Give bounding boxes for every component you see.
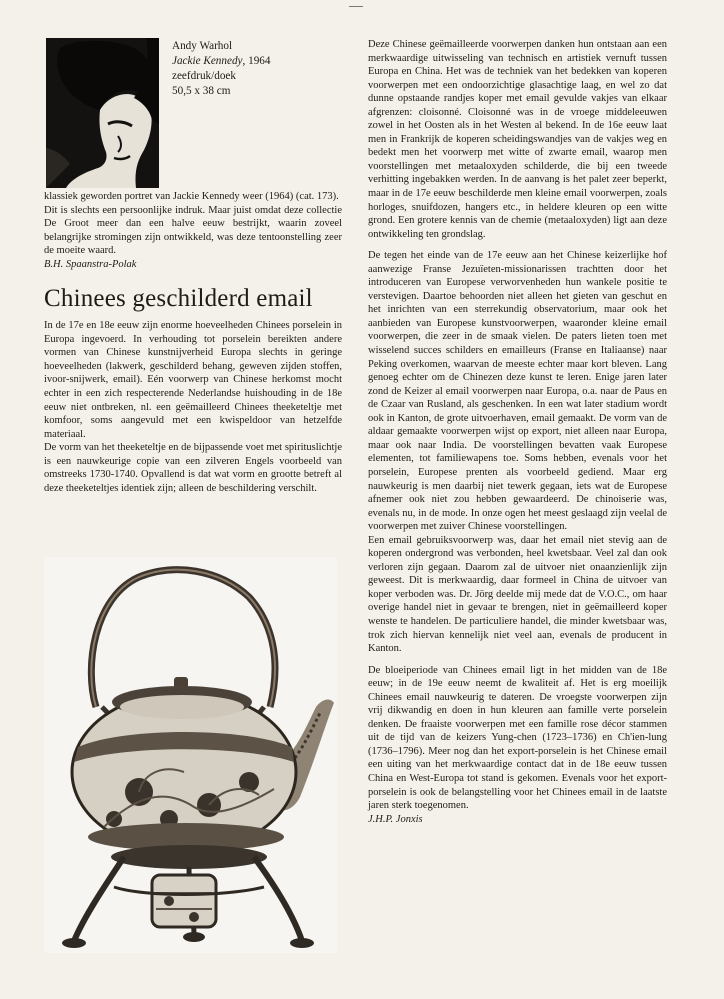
article-paragraph-1: In de 17e en 18e eeuw zijn enorme hoeveelheden Chinees porselein in Europa ingevoerd. In verhouding tot porselein bereikten andere vormen van Chinese kunstnijverheid Europa slechts in geringe hoeveelheden (lakwerk, geschilderd behang, geweven zijden stoffen, ivoor-snijwerk, email). Eén voorwerp van Chinese herkomst mocht echter in een zich respecterende Nederlandse huishouding in de 18e eeuw niet ontbreken, nl. een geëmailleerd Chinees theeketeltje met komfoor, soms aangevuld met een kwispeldoor van hetzelfde materiaal. [44,320,342,440]
caption-year: , 1964 [242,55,271,67]
author-signature-1: B.H. Spaanstra-Polak [44,258,137,270]
article-paragraph-2: De vorm van het theeketeltje en de bijpassende voet met spirituslichtje is een nauwkeurige copie van een zilveren Engels voorbeeld van omstreeks 1730-1740. Opvallend is dat wat vorm en grootte betreft al deze theeketeltjes identiek zijn; alleen de beschildering verschilt. [44,442,342,494]
page-mark [349,6,363,7]
artwork-caption [172,39,270,99]
intro-paragraph-2: Dit is slechts een persoonlijke indruk. Maar juist omdat deze collectie De Groot meer dan een halve eeuw bestrijkt, waarin zoveel belangrijke stromingen zijn ontwikkeld, was deze tentoonstelling zeer de moeite waard. [44,204,342,257]
warhol-portrait-image [46,38,159,188]
right-paragraph-4: De bloeiperiode van Chinees email ligt in het midden van de 18e eeuw; in de 19e eeuw neemt de kwaliteit af. Het is erg moeilijk Chinees email nauwkeurig te dateren. De vroegste voorwerpen zijn vrij dikwandig en doen in hun kleuren aan famille verte porselein denken. De fraaiste voorwerpen met een famille rose décor stammen uit de tijd van de keizers Yung-chen (1723–1736) en Ch'ien-lung (1736–1796). Meer nog dan het export-porselein is het Chinese email een uiting van het merkwaardige contact dat in de 18e eeuw tussen China en West-Europa tot stand is gekomen. Evenals voor het export-porselein is ook de belangstelling voor het Chinees email in de laatste jaren sterk toegenomen. [368,664,667,812]
caption-artist: Andy Warhol [172,40,233,52]
caption-work-title: Jackie Kennedy [172,55,243,67]
right-column [368,38,667,826]
teakettle-photo [44,557,337,953]
caption-title-line [172,54,270,69]
article-title: Chinees geschilderd email [44,285,313,313]
author-signature-2: J.H.P. Jonxis [368,813,423,825]
warhol-figure [44,38,342,190]
caption-size: 50,5 x 38 cm [172,85,231,97]
right-paragraph-1: Deze Chinese geëmailleerde voorwerpen danken hun ontstaan aan een merkwaardige uitwisseling van technisch en artistiek vernuft tussen Europa en China. Het was de techniek van het bedekken van koperen voorwerpen met een ondoorzichtige glasachtige laag, en wel zo dat dunne opstaande randjes koper met email gevulde vakjes van elkaar afgrenzen: cloisonné. Cloisonné was in de vroege middeleeuwen zowel in het Oosten als in het Westen al bekend. In de 16e eeuw laat men in Frankrijk de koperen scheidingswandjes van de vakjes weg en bedekt men het voorwerp met witte of zwarte email, waarop men voorstellingen met metaaloxyden schilderde, die bij een tweede verhitting ingebakken werden. In de aanvang is het palet zeer beperkt, maar in de 17e eeuw beschilderde men kleine email voorwerpen, zoals horloges, snuifdozen, hangers etc., in heldere kleuren op een witte grond. Een grotere kennis van de chemie (metaaloxyden) ligt aan deze ontwikkeling ten grondslag. [368,39,667,240]
right-paragraph-2: De tegen het einde van de 17e eeuw aan het Chinese keizerlijke hof aanwezige Franse Jezuïeten-missionarissen trachtten door het introduceren van Europese verworvenheden hun wankele positie te verstevigen. Daartoe behoorden niet alleen het gieten van geschut en het inrichten van een sterrekundig observatorium, maar ook het aanbieden van Europese kunstvoorwerpen, waaronder kleine email voorwerpen, die zeer in de smaak vielen. De paters lieten toen met wisselend succes schilders en emailleurs (Franse en Italiaanse) naar Peking overkomen, waarvan de meeste echter maar kort bleven. Lang genoeg echter om de Chinezen deze kunst te leren. Enige jaren later zond de Keizer al email voorwerpen naar Europa, o.a. naar de Paus en de Czaar van Rusland, als geschenken. In een wat later stadium wordt ook in Kanton, de grote uitvoerhaven, email gemaakt. De vorm van de aldaar gemaakte voorwerpen wijst op export, niet alleen naar Europa, maar ook naar India. De voorstellingen bevatten vaak Europese elementen, tot familiewapens toe. Soms hebben, evenals voor het porselein, Europese prenten als voorbeeld gediend. Maar erg nauwkeurig is men daarbij niet tewerk gegaan, iets wat de Europese afnemer ook niet zou hebben gewaardeerd. De chinoiserie was, evenals nu, in de mode. In onze ogen het meest geslaagd zijn veelal de voorwerpen met zuiver Chinese voorstellingen. [368,250,667,533]
caption-medium: zeefdruk/doek [172,70,236,82]
right-paragraph-3: Een email gebruiksvoorwerp was, daar het email niet stevig aan de koperen ondergrond was verbonden, heel kwetsbaar. Veel zal dan ook verloren zijn gegaan. Daarom zal de uitvoer niet onaanzienlijk zijn geweest. Dit is merkwaardig, daar formeel in China de uitvoer van koper verboden was. Dr. Jörg deelde mij mede dat de V.O.C., om haar overige handel niet in gevaar te brengen, niet in geëmailleerd koper wenste te handelen. De particuliere handel, die minder kwetsbaar was, trok zich hiervan kennelijk niet veel aan, evenals de producent in Kanton. [368,534,667,655]
left-column [44,38,342,495]
intro-paragraph: klassiek geworden portret van Jackie Kennedy weer (1964) (cat. 173). [44,191,339,202]
